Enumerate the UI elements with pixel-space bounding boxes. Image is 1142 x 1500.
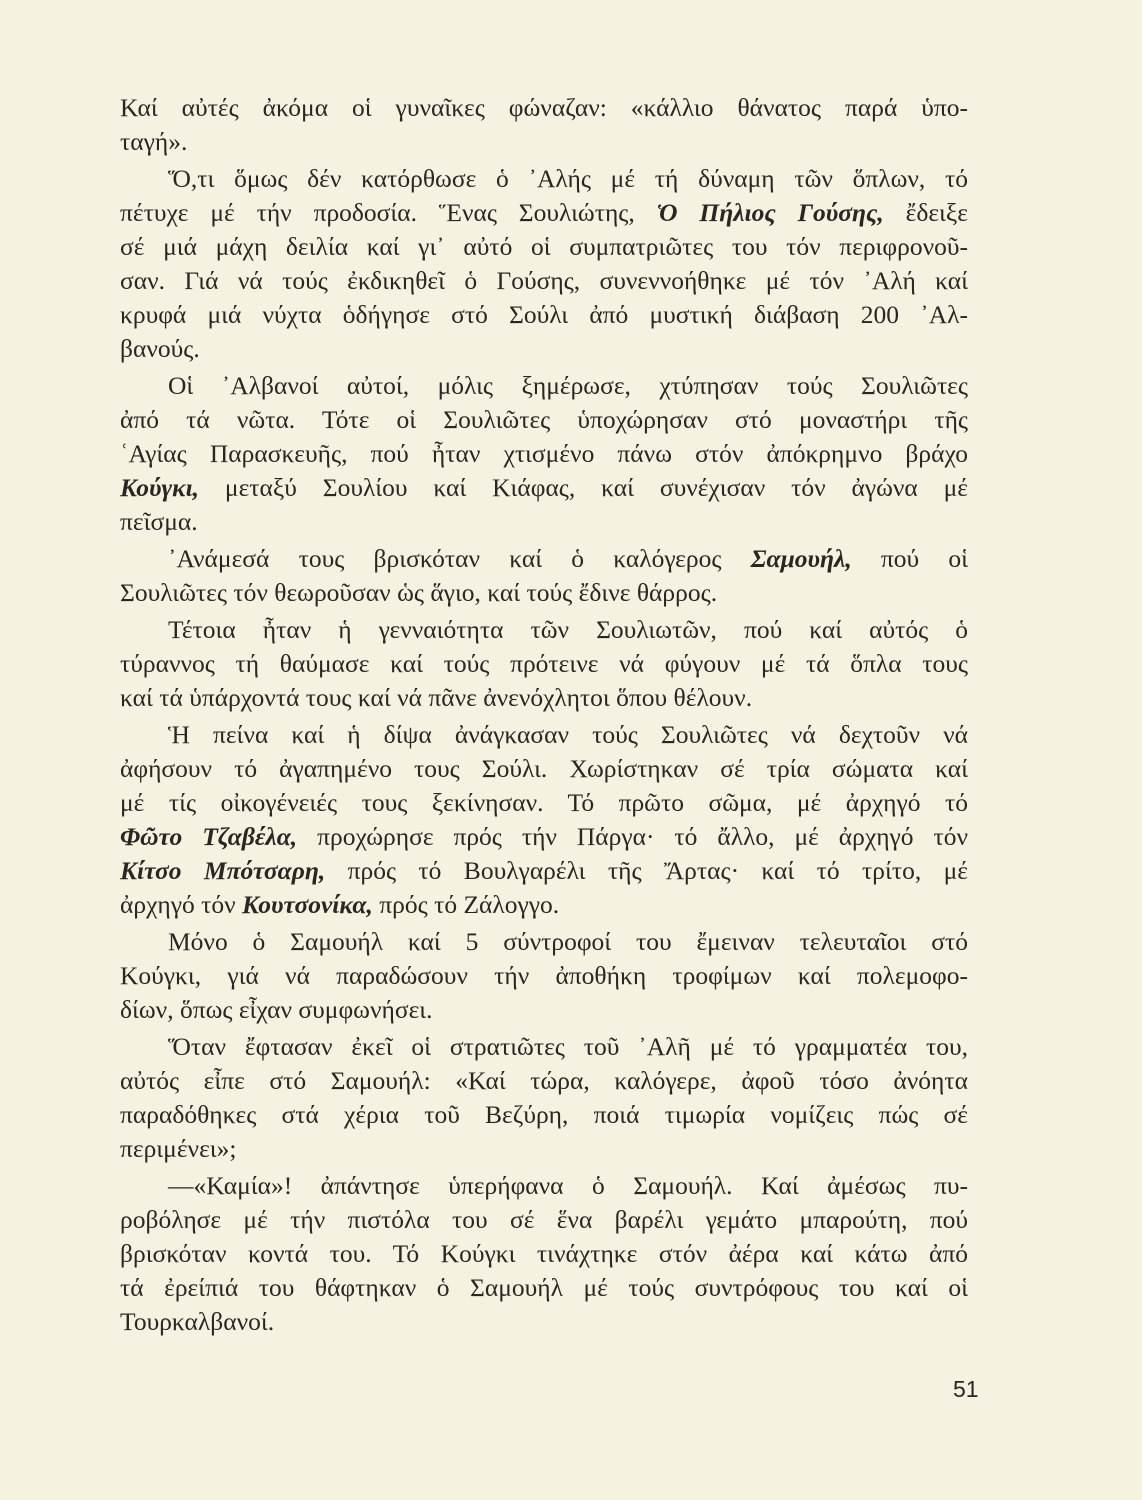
paragraph bbox=[120, 613, 968, 715]
text-run: Ὅταν ἔφτασαν ἐκεῖ οἱ στρατιῶτες τοῦ ᾿Αλῆ μέ τό γραμματέα του, bbox=[168, 1032, 968, 1061]
text-run: δίων, ὅπως εἶχαν συμφωνήσει. bbox=[120, 995, 433, 1024]
text-line bbox=[120, 993, 968, 1027]
text-run: σέ μιά μάχη δειλία καί γι᾿ αὐτό οἱ συμπατριῶτες του τόν περιφρονοῦ- bbox=[120, 232, 968, 261]
text-line bbox=[120, 647, 968, 681]
text-run: βρισκόταν κοντά του. Τό Κούγκι τινάχτηκε στόν ἀέρα καί κάτω ἀπό bbox=[120, 1239, 968, 1268]
text-run: περιμένει»; bbox=[120, 1134, 237, 1163]
text-run: προχώρησε πρός τήν Πάργα· τό ἄλλο, μέ ἀρχηγό τόν bbox=[297, 822, 968, 851]
text-line bbox=[120, 369, 968, 403]
text-run: βανούς. bbox=[120, 334, 200, 363]
text-line bbox=[120, 1098, 968, 1132]
text-line bbox=[120, 925, 968, 959]
text-run: τά ἐρείπιά του θάφτηκαν ὁ Σαμουήλ μέ τούς συντρόφους του καί οἱ bbox=[120, 1273, 968, 1302]
text-run: παραδόθηκες στά χέρια τοῦ Βεζύρη, ποιά τιμωρία νομίζεις πώς σέ bbox=[120, 1100, 968, 1129]
page-body-text bbox=[120, 91, 968, 1342]
emphasized-name: Κουτσονίκα, bbox=[242, 890, 373, 919]
text-run: ἀπό τά νῶτα. Τότε οἱ Σουλιῶτες ὑποχώρησαν στό μοναστήρι τῆς bbox=[120, 405, 968, 434]
text-run: Ἡ πείνα καί ἡ δίψα ἀνάγκασαν τούς Σουλιῶτες νά δεχτοῦν νά bbox=[168, 720, 968, 749]
text-run: μέ τίς οἰκογένειές τους ξεκίνησαν. Τό πρῶτο σῶμα, μέ ἀρχηγό τό bbox=[120, 788, 968, 817]
text-line bbox=[120, 264, 968, 298]
text-run: ταγή». bbox=[120, 127, 188, 156]
paragraph bbox=[120, 1030, 968, 1166]
text-line bbox=[120, 1305, 968, 1339]
text-run: πέτυχε μέ τήν προδοσία. Ἕνας Σουλιώτης, bbox=[120, 198, 657, 227]
text-run: αὐτός εἶπε στό Σαμουήλ: «Καί τώρα, καλόγερε, ἀφοῦ τόσο ἀνόητα bbox=[120, 1066, 968, 1095]
text-line bbox=[120, 162, 968, 196]
emphasized-name: Φῶτο Τζαβέλα, bbox=[120, 822, 298, 851]
text-line bbox=[120, 1169, 968, 1203]
emphasized-name: Κίτσο Μπότσαρη, bbox=[120, 856, 326, 885]
text-run: ᾿Ανάμεσά τους βρισκόταν καί ὁ καλόγερος bbox=[168, 544, 751, 573]
emphasized-name: Ὁ Πήλιος Γούσης, bbox=[656, 198, 884, 227]
text-line bbox=[120, 613, 968, 647]
text-line bbox=[120, 332, 968, 366]
text-line bbox=[120, 298, 968, 332]
text-run: Ὅ,τι ὅμως δέν κατόρθωσε ὁ ᾿Αλής μέ τή δύναμη τῶν ὅπλων, τό bbox=[168, 164, 968, 193]
text-run: Τουρκαλβανοί. bbox=[120, 1307, 275, 1336]
text-line bbox=[120, 681, 968, 715]
text-run: ἀφήσουν τό ἀγαπημένο τους Σούλι. Χωρίστηκαν σέ τρία σώματα καί bbox=[120, 754, 968, 783]
text-line bbox=[120, 471, 968, 505]
text-line bbox=[120, 752, 968, 786]
emphasized-name: Κούγκι, bbox=[120, 473, 200, 502]
text-run: ἀρχηγό τόν bbox=[120, 890, 243, 919]
paragraph bbox=[120, 369, 968, 539]
text-run: Κούγκι, γιά νά παραδώσουν τήν ἀποθήκη τροφίμων καί πολεμοφο- bbox=[120, 961, 968, 990]
text-run: ροβόλησε μέ τήν πιστόλα του σέ ἕνα βαρέλι γεμάτο μπαρούτη, πού bbox=[120, 1205, 968, 1234]
paragraph bbox=[120, 1169, 968, 1339]
text-line bbox=[120, 1271, 968, 1305]
paragraph bbox=[120, 542, 968, 610]
text-line bbox=[120, 1064, 968, 1098]
text-run: κρυφά μιά νύχτα ὁδήγησε στό Σούλι ἀπό μυστική διάβαση 200 ᾿Αλ- bbox=[120, 300, 968, 329]
text-line bbox=[120, 125, 968, 159]
text-line bbox=[120, 403, 968, 437]
text-run: σαν. Γιά νά τούς ἐκδικηθεῖ ὁ Γούσης, συνεννοήθηκε μέ τόν ᾿Αλή καί bbox=[120, 266, 968, 295]
paragraph bbox=[120, 718, 968, 922]
text-run: Τέτοια ἦταν ἡ γενναιότητα τῶν Σουλιωτῶν, πού καί αὐτός ὁ bbox=[168, 615, 968, 644]
text-run: Μόνο ὁ Σαμουήλ καί 5 σύντροφοί του ἔμειναν τελευταῖοι στό bbox=[168, 927, 968, 956]
text-run: καί τά ὑπάρχοντά τους καί νά πᾶνε ἀνενόχλητοι ὅπου θέλουν. bbox=[120, 683, 753, 712]
text-run: πού οἱ bbox=[851, 544, 968, 573]
text-line bbox=[120, 854, 968, 888]
text-line bbox=[120, 91, 968, 125]
text-run: Σουλιῶτες τόν θεωροῦσαν ὡς ἅγιο, καί τούς ἔδινε θάρρος. bbox=[120, 578, 718, 607]
page-number: 51 bbox=[953, 1376, 979, 1402]
text-line bbox=[120, 1237, 968, 1271]
text-run: ʿΑγίας Παρασκευῆς, πού ἦταν χτισμένο πάνω στόν ἀπόκρημνο βράχο bbox=[120, 439, 968, 468]
paragraph bbox=[120, 925, 968, 1027]
text-line bbox=[120, 196, 968, 230]
text-run: πεῖσμα. bbox=[120, 507, 198, 536]
emphasized-name: Σαμουήλ, bbox=[750, 544, 852, 573]
text-line bbox=[120, 1030, 968, 1064]
text-run: Οἱ ᾿Αλβανοί αὐτοί, μόλις ξημέρωσε, χτύπησαν τούς Σουλιῶτες bbox=[168, 371, 968, 400]
text-line bbox=[120, 576, 968, 610]
text-line bbox=[120, 1203, 968, 1237]
text-line bbox=[120, 1132, 968, 1166]
text-run: —«Καμία»! ἀπάντησε ὑπερήφανα ὁ Σαμουήλ. Καί ἀμέσως πυ- bbox=[168, 1171, 968, 1200]
text-line bbox=[120, 888, 968, 922]
text-line bbox=[120, 786, 968, 820]
text-run: τύραννος τή θαύμασε καί τούς πρότεινε νά φύγουν μέ τά ὅπλα τους bbox=[120, 649, 968, 678]
paragraph bbox=[120, 91, 968, 159]
text-run: πρός τό Βουλγαρέλι τῆς Ἄρτας· καί τό τρίτο, μέ bbox=[325, 856, 968, 885]
text-line bbox=[120, 230, 968, 264]
text-line bbox=[120, 820, 968, 854]
paragraph bbox=[120, 162, 968, 366]
text-run: ἔδειξε bbox=[883, 198, 968, 227]
text-line bbox=[120, 505, 968, 539]
text-line bbox=[120, 959, 968, 993]
text-line bbox=[120, 542, 968, 576]
text-run: μεταξύ Σουλίου καί Κιάφας, καί συνέχισαν τόν ἀγώνα μέ bbox=[199, 473, 968, 502]
text-run: Καί αὐτές ἀκόμα οἱ γυναῖκες φώναζαν: «κάλλιο θάνατος παρά ὑπο- bbox=[120, 93, 968, 122]
text-run: πρός τό Ζάλογγο. bbox=[372, 890, 560, 919]
text-line bbox=[120, 437, 968, 471]
text-line bbox=[120, 718, 968, 752]
